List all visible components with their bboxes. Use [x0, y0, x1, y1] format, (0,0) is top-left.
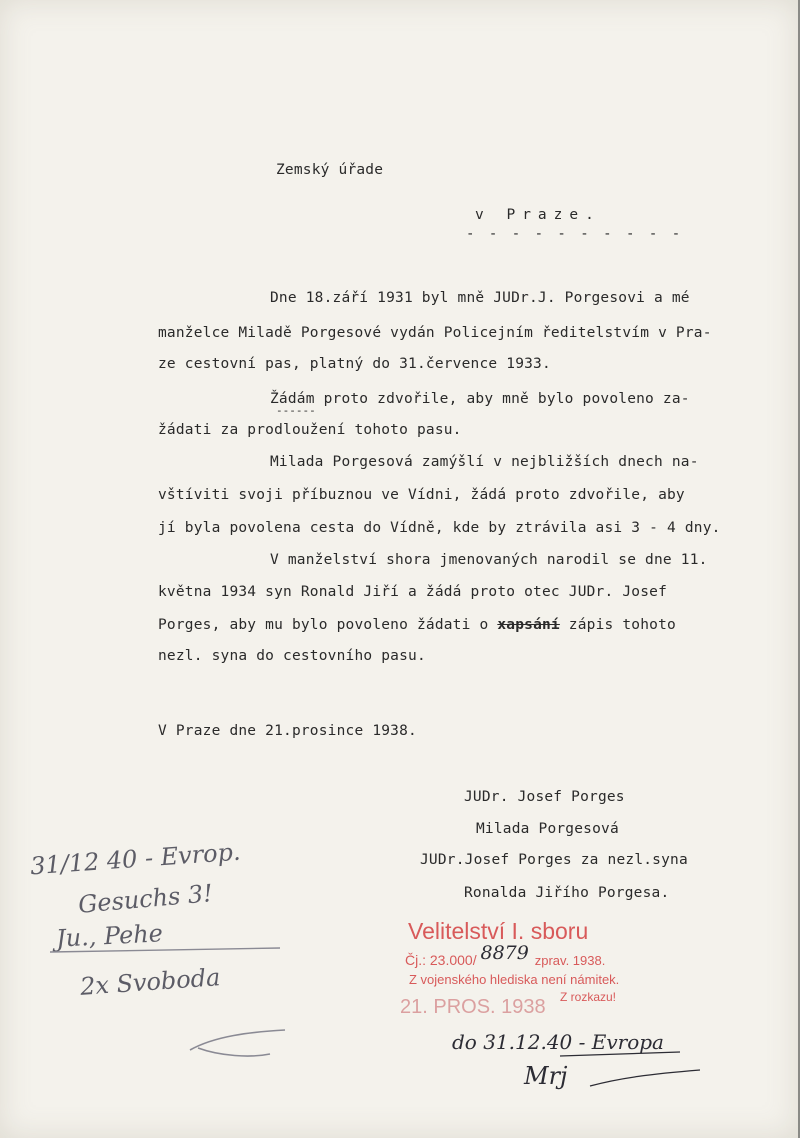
- stamp-line: Z vojenského hlediska není námitek.: [409, 972, 620, 987]
- stamp-ref-handwritten: 8879: [480, 942, 529, 964]
- paragraph-line: V manželství shora jmenovaných narodil se dne 11.: [270, 552, 708, 568]
- addressee-line-1: Zemský úřade: [276, 162, 384, 178]
- ink-strokes-icon: [430, 1030, 730, 1110]
- paragraph-line: jí byla povolena cesta do Vídně, kde by ztrávila asi 3 - 4 dny.: [158, 520, 721, 536]
- handwritten-note: do 31.12.40 - Evropa: [452, 1030, 664, 1054]
- paragraph-line: Dne 18.září 1931 byl mně JUDr.J. Porgesovi a mé: [270, 290, 690, 306]
- margin-note: Ju., Pehe: [55, 919, 164, 953]
- underline-dashes: - - - - - - - - - -: [466, 226, 684, 242]
- margin-note: 31/12 40 - Evrop.: [29, 837, 242, 881]
- underline-dashes: ------: [276, 404, 316, 417]
- paragraph-line: května 1934 syn Ronald Jiří a žádá proto otec JUDr. Josef: [158, 584, 667, 600]
- paragraph-line: ze cestovní pas, platný do 31.července 1933.: [158, 356, 551, 372]
- paragraph-line: nezl. syna do cestovního pasu.: [158, 648, 426, 664]
- handwritten-signature: Mrj: [524, 1062, 568, 1090]
- paragraph-line: žádati za prodloužení tohoto pasu.: [158, 422, 462, 438]
- stamp-ref-suffix: zprav. 1938.: [534, 953, 606, 968]
- paragraph-text: zápis tohoto: [568, 617, 676, 633]
- signature-line: JUDr.Josef Porges za nezl.syna: [420, 852, 688, 868]
- stamp-date: 21. PROS. 1938: [400, 996, 546, 1018]
- paragraph-line: vštíviti svoji příbuznou ve Vídni, žádá proto zdvořile, aby: [158, 487, 685, 503]
- paragraph-line: manželce Miladě Porgesové vydán Policejním ředitelstvím v Pra-: [158, 325, 712, 341]
- margin-note: Gesuchs 3!: [77, 879, 214, 919]
- stamp-ref-prefix: Čj.: 23.000/: [405, 952, 477, 968]
- margin-note: 2x Svoboda: [79, 963, 222, 1001]
- struck-word: xapsání: [497, 617, 560, 633]
- stamp-ref: [405, 942, 606, 970]
- stamp-line: Z rozkazu!: [560, 990, 617, 1004]
- paragraph-line: Milada Porgesová zamýšlí v nejbližších dnech na-: [270, 454, 699, 470]
- stamp-title: Velitelství I. sboru: [408, 918, 589, 944]
- signature-line: JUDr. Josef Porges: [464, 789, 625, 805]
- date-line: V Praze dne 21.prosince 1938.: [158, 723, 417, 739]
- signature-line: Milada Porgesová: [476, 821, 619, 837]
- paragraph-line: Žádám proto zdvořile, aby mně bylo povoleno za-: [270, 391, 690, 407]
- addressee-line-2: v Praze.: [475, 207, 601, 223]
- paragraph-text: Porges, aby mu bylo povoleno žádati o: [158, 617, 489, 633]
- signature-line: Ronalda Jiřího Porgesa.: [464, 885, 670, 901]
- paragraph-line: [158, 618, 676, 633]
- pencil-strokes-icon: [30, 940, 330, 1070]
